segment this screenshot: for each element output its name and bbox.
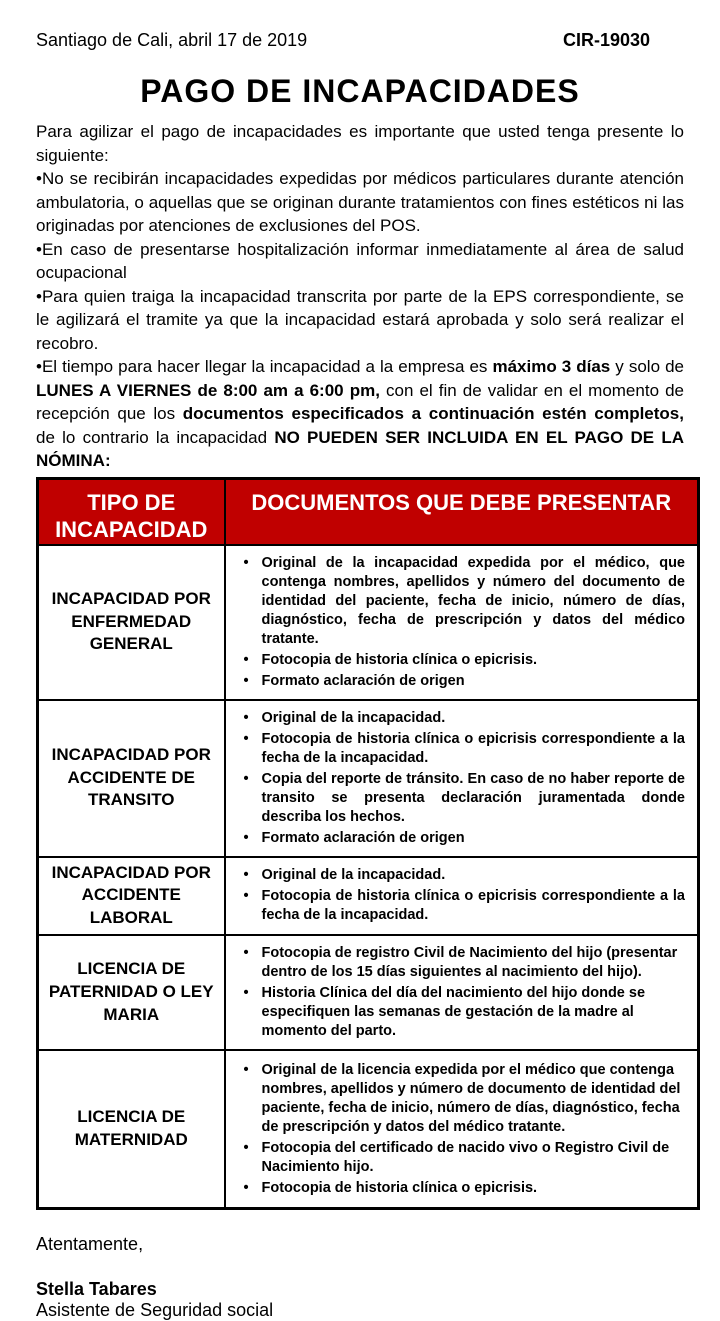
- column-header-documents: DOCUMENTOS QUE DEBE PRESENTAR: [225, 478, 699, 545]
- incapacity-type-cell: LICENCIA DE MATERNIDAD: [38, 1050, 225, 1208]
- intro-bullet: •El tiempo para hacer llegar la incapacidad a la empresa es máximo 3 días y solo de LUNES A VIERNES de 8:00 am a 6:00 pm, con el fin de validar en el momento de recepción que los documentos especificados a continuación estén completos, de lo contrario la incapacidad NO PUEDEN SER INCLUIDA EN EL PAGO DE LA NÓMINA:: [36, 357, 684, 470]
- table-row: [38, 857, 699, 936]
- documents-cell: [225, 1050, 699, 1208]
- intro-lead: Para agilizar el pago de incapacidades es importante que usted tenga presente lo siguiente:: [36, 122, 684, 165]
- page-title: PAGO DE INCAPACIDADES: [140, 73, 580, 109]
- document-item: • Original de la incapacidad expedida por el médico, que contenga nombres, apellidos y número del documento de identidad del paciente, fecha de inicio, número de días, diagnóstico, fecha de prescripción y datos del médico tratante.: [234, 554, 686, 649]
- documents-cell: [225, 545, 699, 700]
- intro-bullet: •No se recibirán incapacidades expedidas por médicos particulares durante atención ambulatoria, o aquellas que se originan durante tratamientos con fines estéticos ni las originadas por atenciones de exclusiones del POS.: [36, 169, 684, 235]
- table-header-row: [38, 478, 699, 545]
- column-header-type: TIPO DE INCAPACIDAD: [38, 478, 225, 545]
- document-item: • Historia Clínica del día del nacimiento del hijo donde se especifiquen las semanas de gestación de la madre al momento del parto.: [234, 984, 686, 1041]
- incapacity-table: [36, 477, 700, 1210]
- table-row: [38, 700, 699, 857]
- document-item: • Fotocopia de historia clínica o epicrisis correspondiente a la fecha de la incapacidad.: [234, 887, 686, 925]
- document-item: • Fotocopia de historia clínica o epicrisis correspondiente a la fecha de la incapacidad.: [234, 730, 686, 768]
- document-item: • Original de la licencia expedida por el médico que contenga nombres, apellidos y número de documento de identidad del paciente, fecha de inicio, número de días, diagnóstico, fecha de prescripción y datos del médico tratante.: [234, 1061, 686, 1137]
- document-item: • Formato aclaración de origen: [234, 672, 686, 691]
- document-item: • Fotocopia de registro Civil de Nacimiento del hijo (presentar dentro de los 15 días siguientes al nacimiento del hijo).: [234, 944, 686, 982]
- document-item: • Formato aclaración de origen: [234, 829, 686, 848]
- incapacity-table-body: [38, 545, 699, 1209]
- intro-bullet: •Para quien traiga la incapacidad transcrita por parte de la EPS correspondiente, se le agilizará el tramite ya que la incapacidad estará aprobada y solo será realizar el recobro.: [36, 286, 684, 353]
- documents-cell: [225, 935, 699, 1050]
- signature-role: Asistente de Seguridad social: [36, 1299, 274, 1320]
- incapacity-type-cell: LICENCIA DE PATERNIDAD O LEY MARIA: [38, 935, 225, 1050]
- document-item: • Fotocopia de historia clínica o epicrisis.: [234, 651, 686, 670]
- intro-bullet: •En caso de presentarse hospitalización informar inmediatamente al área de salud ocupacional: [36, 239, 684, 282]
- document-item: • Original de la incapacidad.: [234, 866, 686, 885]
- document-item: • Copia del reporte de tránsito. En caso de no haber reporte de transito se presenta declaración juramentada donde describa los hechos.: [234, 770, 686, 827]
- intro-section: [36, 120, 684, 473]
- document-item: • Original de la incapacidad.: [234, 709, 686, 728]
- signature-name: Stella Tabares: [36, 1278, 157, 1299]
- table-row: [38, 545, 699, 700]
- circular-number: CIR-19030: [562, 30, 650, 50]
- table-row: [38, 1050, 699, 1208]
- documents-cell: [225, 857, 699, 936]
- closing-line: Atentamente,: [36, 1233, 144, 1254]
- table-row: [38, 935, 699, 1050]
- incapacity-type-cell: INCAPACIDAD POR ENFERMEDAD GENERAL: [38, 545, 225, 700]
- incapacity-type-cell: INCAPACIDAD POR ACCIDENTE DE TRANSITO: [38, 700, 225, 857]
- document-header: [36, 30, 684, 51]
- incapacity-table-head: [38, 478, 699, 545]
- date-line: Santiago de Cali, abril 17 de 2019: [36, 30, 308, 50]
- intro-bullets: [36, 167, 684, 473]
- document-item: • Fotocopia de historia clínica o epicrisis.: [234, 1179, 686, 1198]
- documents-cell: [225, 700, 699, 857]
- document-item: • Fotocopia del certificado de nacido vivo o Registro Civil de Nacimiento hijo.: [234, 1139, 686, 1177]
- incapacity-type-cell: INCAPACIDAD POR ACCIDENTE LABORAL: [38, 857, 225, 936]
